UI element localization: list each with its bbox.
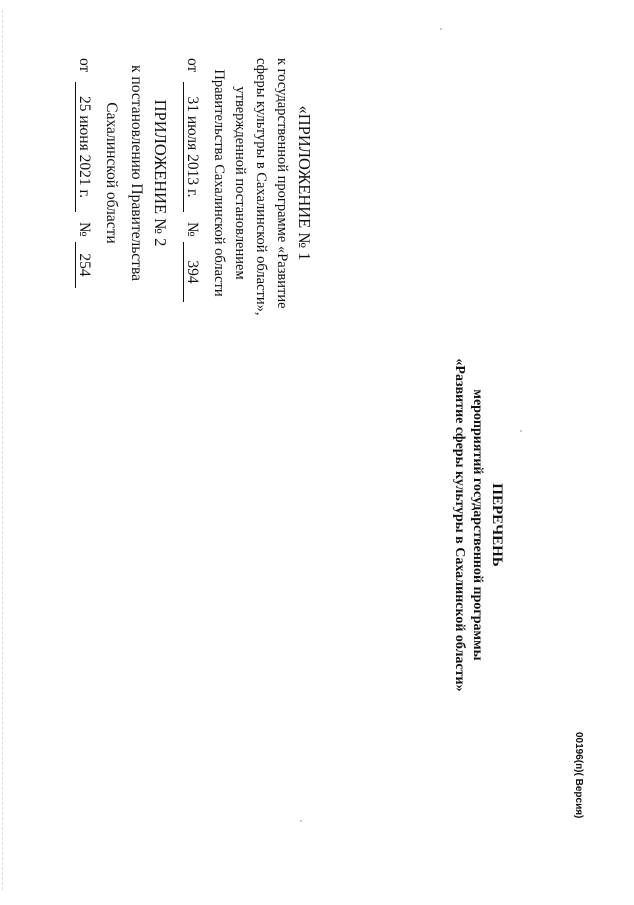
- appendix-1-line-4: Правительства Сахалинской области: [211, 69, 227, 297]
- scan-dot: [440, 28, 442, 30]
- appendix-2-block: [73, 58, 170, 288]
- heading-block: [449, 355, 505, 695]
- scan-edge: [2, 10, 3, 890]
- appendix-1-line-2: сферы культуры в Сахалинской области»,: [253, 58, 269, 316]
- heading-title: ПЕРЕЧЕНЬ: [489, 483, 505, 567]
- scan-dot: [300, 820, 302, 822]
- appendix-2-line-2: Сахалинской области: [103, 102, 120, 244]
- footer-code: 00196(п)( Версия): [573, 732, 584, 819]
- appendix-1-line-1: к государственной программе «Развитие: [274, 58, 290, 309]
- scan-dot: [520, 430, 522, 432]
- appendix-1-title: «ПРИЛОЖЕНИЕ № 1: [295, 105, 314, 261]
- heading-line-1: мероприятий государственной программы: [470, 389, 485, 661]
- appendix-2-line-1: к постановлению Правительства: [128, 65, 145, 281]
- heading-line-2: «Развитие сферы культуры в Сахалинской области»: [452, 358, 467, 692]
- appendix-2-no-label: №: [76, 222, 93, 237]
- footer-code-block: [573, 732, 584, 818]
- appendix-2-number: 254: [75, 242, 93, 288]
- appendix-1-block: [181, 58, 336, 316]
- appendix-2-from-label: от: [76, 58, 93, 73]
- appendix-2-date: 25 июня 2021 г.: [75, 82, 93, 212]
- appendix-2-date-row: [73, 58, 95, 288]
- appendix-1-line-3: утвержденной постановлением: [232, 86, 248, 280]
- appendix-1-date: 31 июля 2013 г.: [183, 82, 201, 212]
- appendix-1-from-label: от: [184, 58, 201, 73]
- appendix-1-date-row: [181, 58, 203, 308]
- appendix-1-no-label: №: [184, 222, 201, 237]
- appendix-2-title: ПРИЛОЖЕНИЕ № 2: [151, 99, 170, 247]
- appendix-1-number: 394: [183, 242, 201, 302]
